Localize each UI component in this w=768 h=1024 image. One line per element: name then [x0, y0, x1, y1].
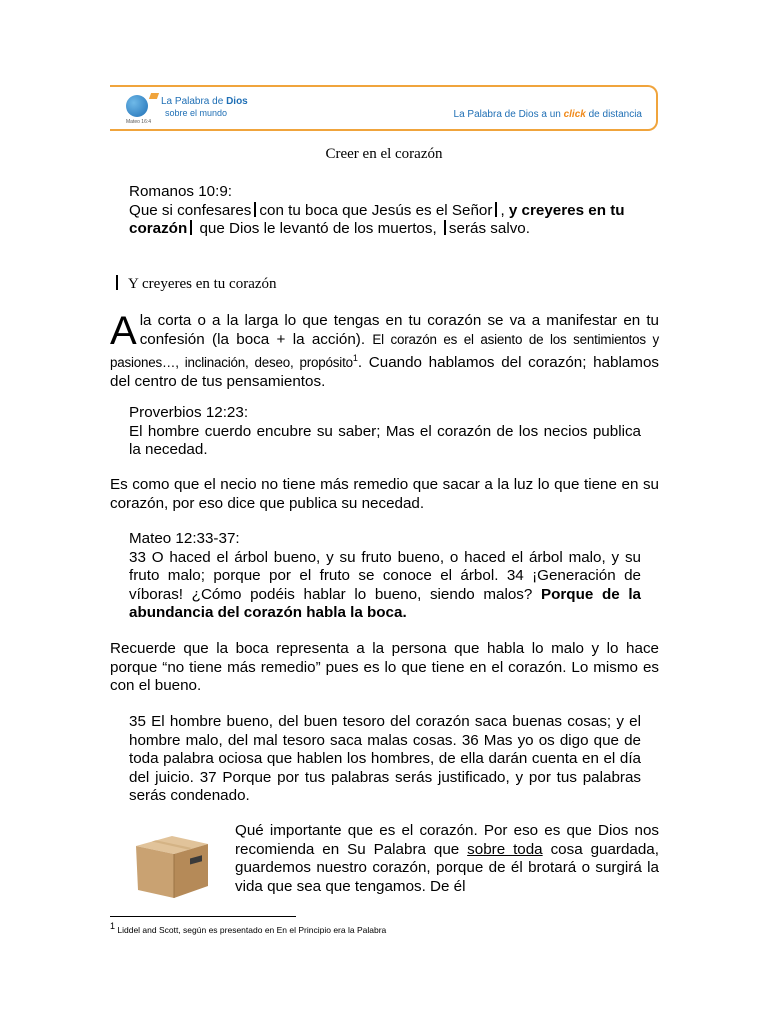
separator-bar [495, 202, 497, 217]
logo-reference: Mateo 16:4 [126, 119, 152, 125]
globe-logo-icon [126, 95, 148, 117]
header-banner [110, 85, 658, 131]
mateo-text: 33 O haced el árbol bueno, y su fruto bueno, o haced el árbol malo, y su fruto malo; porque por el fruto se conoce el árbol. 34 ¡Generación de víboras! ¿Cómo podéis hablar lo bueno, siendo malos? Porque de la abundancia del corazón habla la boca. [129, 548, 641, 622]
logo-title: La Palabra de Dios [161, 96, 248, 107]
romanos-ref: Romanos 10:9: [129, 183, 232, 200]
separator-bar [444, 220, 446, 235]
footnote: $^1$ Liddel and Scott, según es presentado en En el Principio era la Palabra [110, 921, 387, 935]
book-logo-icon [149, 93, 159, 99]
romanos-text: Que si confesares con tu boca que Jesús es el Señor , y creyeres en tu corazón que Dios le levantó de los muertos, serás salvo. [129, 201, 625, 238]
paragraph-4: Qué importante que es el corazón. Por eso es que Dios nos recomienda en Su Palabra que sobre toda cosa guardada, guardemos nuestro corazón, porque de él brotará o surgirá la vida que sea que tengamos. De él [235, 822, 659, 895]
paragraph-3: Recuerde que la boca representa a la persona que habla lo malo y lo hace porque “no tiene más remedio” pues es lo que tiene en el corazón. Lo mismo es con el bueno. [110, 640, 659, 695]
banner-tagline: La Palabra de Dios a un click de distancia [453, 109, 642, 120]
mateo-quote [129, 530, 641, 623]
mateo-quote-2: 35 El hombre bueno, del buen tesoro del corazón saca buenas cosas; y el hombre malo, del mal tesoro saca malas cosas. 36 Mas yo os digo que de toda palabra ociosa que hablen los hombres, de ella darán cuenta en el día del juicio. 37 Porque por tus palabras serás justificado, y por tus palabras serás condenado. [129, 713, 641, 805]
footnote-divider [110, 916, 296, 917]
mateo-ref: Mateo 12:33-37: [129, 530, 240, 547]
page-title: Creer en el corazón [325, 146, 443, 162]
drop-cap: A [110, 309, 137, 353]
separator-bar [254, 202, 256, 217]
separator-bar [190, 220, 192, 235]
proverbios-text: El hombre cuerdo encubre su saber; Mas el corazón de los necios publica la necedad. [129, 422, 641, 459]
section-subheading: Y creyeres en tu corazón [116, 275, 277, 293]
paragraph-2: Es como que el necio no tiene más remedio que sacar a la luz lo que tiene en su corazón, por eso dice que publica su necedad. [110, 476, 659, 512]
separator-bar [116, 275, 118, 290]
paragraph-1: Ala corta o a la larga lo que tengas en tu corazón se va a manifestar en tu confesión (la boca + la acción). El corazón es el asiento de los sentimientos y pasiones…, inclinación, deseo, propósito$^1$. Cuando hablamos del corazón; hablamos del centro de tus pensamientos. [110, 309, 659, 390]
proverbios-ref: Proverbios 12:23: [129, 404, 249, 421]
romanos-quote [129, 183, 649, 239]
footnote-ref: 1 [352, 353, 358, 364]
proverbios-quote [129, 404, 641, 460]
logo-subtitle: sobre el mundo [165, 108, 228, 118]
cardboard-box-image [132, 828, 212, 900]
